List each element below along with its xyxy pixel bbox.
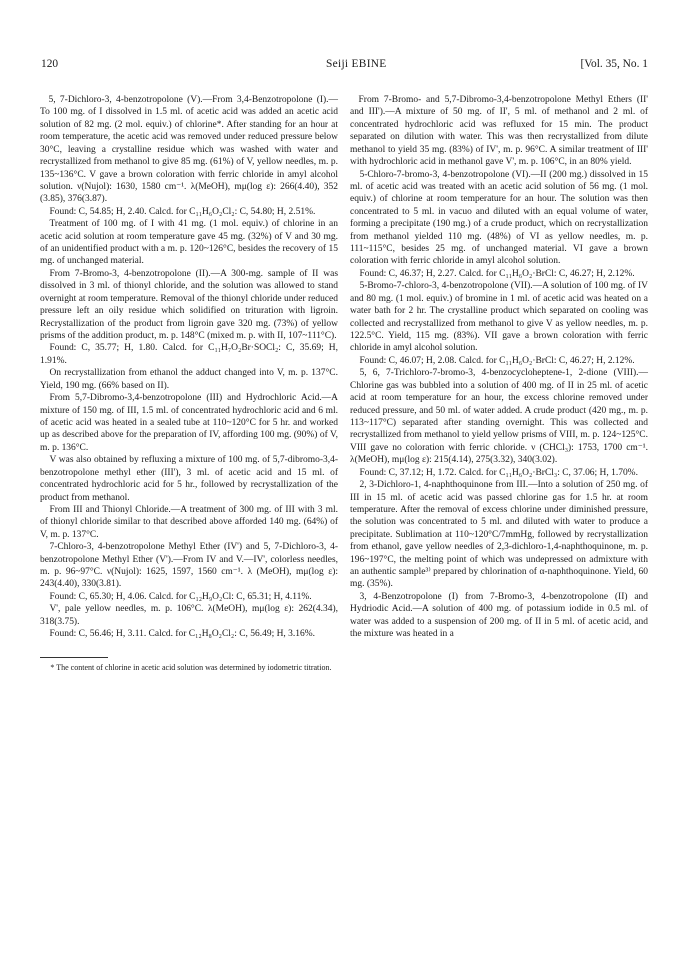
paragraph: V', pale yellow needles, m. p. 106°C. λ(MeOH), mμ(log ε): 262(4.34), 318(3.75).	[40, 604, 338, 627]
paragraph: From III and Thionyl Chloride.—A treatment of 300 mg. of III with 3 ml. of thionyl chloride similar to that described above afforded 140 mg. (64%) of V, m. p. 137°C.	[40, 504, 338, 540]
page-number: 120	[41, 58, 59, 70]
footnote: * The content of chlorine in acetic acid solution was determined by iodometric titration.	[50, 662, 332, 672]
paragraph: 5, 6, 7-Trichloro-7-bromo-3, 4-benzocycloheptene-1, 2-dione (VIII).—Chlorine gas was bubbled into a solution of 400 mg. of II in 25 ml. of acetic acid at room temperature for an hour, the excess chlorine removed under reduced pressure, and 50 ml. of water added. A crude product (420 mg., m. p. 113~117°C) separated after standing overnight. This was collected and recrystallized from methanol to yield yellow prisms of VIII, m. p. 124~125°C. VIII gave no coloration with ferric chloride. ν (CHCl₃): 1753, 1700 cm⁻¹. λ(MeOH), mμ(log ε): 215(4.14), 275(3.32), 340(3.02).	[350, 368, 648, 466]
footnote-divider	[40, 657, 108, 658]
paragraph: 3, 4-Benzotropolone (I) from 7-Bromo-3, 4-benzotropolone (II) and Hydriodic Acid.—A solution of 400 mg. of potassium iodide in 0.5 ml. of water was added to a suspension of 200 mg. of II in 5 ml. of acetic acid, and the mixture was heated in a	[350, 591, 648, 640]
paragraph: Found: C, 35.77; H, 1.80. Calcd. for C₁₁H₇O₂Br·SOCl₂: C, 35.69; H, 1.91%.	[40, 343, 338, 366]
right-column	[350, 94, 648, 673]
paragraph: Found: C, 46.07; H, 2.08. Calcd. for C₁₁H₆O₂·BrCl: C, 46.27; H, 2.12%.	[359, 355, 635, 366]
running-header	[40, 58, 648, 76]
volume-issue: [Vol. 35, No. 1	[580, 58, 648, 70]
running-author: Seiji EBINE	[326, 58, 387, 70]
paragraph: 2, 3-Dichloro-1, 4-naphthoquinone from III.—Into a solution of 250 mg. of III in 15 ml. of acetic acid was passed chlorine gas for 1.5 hr. at room temperature. After the removal of excess chlorine under diminished pressure, the solution was concentrated to 5 ml. and diluted with water to produce a precipitate. Sublimation at 110~120°C/7mmHg, followed by recrystallization from ethanol, gave yellow needles of 2,3-dichloro-1,4-naphthoquinone, m. p. 196~197°C, the melting point of which was undepressed on admixture with an authentic sample³⁾ prepared by chlorination of α-naphthoquinone. Yield, 60 mg. (35%).	[350, 480, 648, 590]
paragraph: On recrystallization from ethanol the adduct changed into V, m. p. 137°C. Yield, 190 mg. (66% based on II).	[40, 368, 338, 391]
paragraph: From 7-Bromo- and 5,7-Dibromo-3,4-benzotropolone Methyl Ethers (II' and III').—A mixture of 50 mg. of II', 5 ml. of methanol and 2 ml. of concentrated hydrochloric acid was refluxed for 15 min. The product separated on dilution with water. This was then recrystallized from dilute methanol to yield 35 mg. (83%) of IV', m. p. 96°C. A similar treatment of III' with hydrochloric acid in methanol gave V', m. p. 106°C, in an 80% yield.	[350, 95, 648, 168]
paragraph: V was also obtained by refluxing a mixture of 100 mg. of 5,7-dibromo-3,4-benzotropolone methyl ether (III'), 3 ml. of acetic acid and 15 ml. of concentrated hydrochloric acid for 5 hr., followed by recrystallization of the product from methanol.	[40, 455, 338, 503]
paragraph: From 5,7-Dibromo-3,4-benzotropolone (III) and Hydrochloric Acid.—A mixture of 150 mg. of III, 1.5 ml. of concentrated hydrochloric acid and 6 ml. of acetic acid was heated in a sealed tube at 110~120°C for 5 hr. and worked up as described above for the preparation of IV, affording 100 mg. (90%) of V, m. p. 136°C.	[40, 393, 338, 453]
paragraph: Found: C, 46.37; H, 2.27. Calcd. for C₁₁H₆O₂·BrCl: C, 46.27; H, 2.12%.	[359, 268, 635, 279]
paragraph: Found: C, 65.30; H, 4.06. Calcd. for C₁₂H₉O₂Cl: C, 65.31; H, 4.11%.	[49, 591, 312, 602]
paragraph: 5-Chloro-7-bromo-3, 4-benzotropolone (VI).—II (200 mg.) dissolved in 15 ml. of acetic acid was treated with an acetic acid solution of 56 mg. (1 mol. equiv.) of chlorine at room temperature for an hour. The solution was then concentrated to 5 ml. in vacuo and diluted with an equal volume of water, forming a precipitate (190 mg.) of a crude product, which on recrystallization from methanol yielded 110 mg. (48%) of VI as yellow needles, m. p. 111~115°C, besides 25 mg. of unchanged material. VI gave a brown coloration with ferric chloride in amyl alcohol solution.	[350, 169, 648, 267]
left-column	[40, 94, 338, 673]
paragraph: 5-Bromo-7-chloro-3, 4-benzotropolone (VII).—A solution of 100 mg. of IV and 80 mg. (1 mol. equiv.) of bromine in 1 ml. of acetic acid was heated on a water bath for 2 hr. The crystalline product which separated on cooling was collected and recrystallized from methanol to give V as yellow needles, m. p. 122.5°C. Yield, 115 mg. (83%). VII gave a brown coloration with ferric chloride in amyl alcohol solution.	[350, 281, 648, 354]
paragraph: 5, 7-Dichloro-3, 4-benzotropolone (V).—From 3,4-Benzotropolone (I).—To 100 mg. of I dissolved in 1.5 ml. of acetic acid was added an acetic acid solution of 82 mg. (2 mol. equiv.) of chlorine*. After standing for an hour at room temperature, the acetic acid was removed under reduced pressure below 30°C, leaving a crystalline residue which was washed with water and recrystallized from methanol to give 85 mg. (61%) of V, yellow needles, m. p. 135~136°C. V gave a brown coloration with ferric chloride in amyl alcohol solution. ν(Nujol): 1630, 1580 cm⁻¹. λ(MeOH), mμ(log ε): 266(4.40), 352 (3.85), 376(3.87).	[40, 95, 338, 205]
paragraph: 7-Chloro-3, 4-benzotropolone Methyl Ether (IV') and 5, 7-Dichloro-3, 4-benzotropolone Methyl Ether (V').—From IV and V.—IV', colorless needles, m. p. 96~97°C. ν(Nujol): 1625, 1597, 1560 cm⁻¹. λ (MeOH), mμ(log ε): 243(4.40), 330(3.81).	[40, 542, 338, 590]
paragraph: Found: C, 54.85; H, 2.40. Calcd. for C₁₁H₆O₂Cl₂: C, 54.80; H, 2.51%.	[49, 206, 316, 217]
paragraph: Found: C, 56.46; H, 3.11. Calcd. for C₁₂H₈O₂Cl₂: C, 56.49; H, 3.16%.	[49, 629, 315, 640]
two-column-body	[40, 94, 648, 673]
paragraph: Found: C, 37.12; H, 1.72. Calcd. for C₁₁H₆O₂·BrCl₃: C, 37.06; H, 1.70%.	[359, 467, 638, 478]
paragraph: Treatment of 100 mg. of I with 41 mg. (1 mol. equiv.) of chlorine in an acetic acid solution at room temperature gave 45 mg. (32%) of V and 30 mg. of an unidentified product with a m. p. 120~126°C, besides the recovery of 15 mg. of unchanged material.	[40, 219, 338, 267]
paragraph: From 7-Bromo-3, 4-benzotropolone (II).—A 300-mg. sample of II was dissolved in 3 ml. of thionyl chloride, and the solution was allowed to stand overnight at room temperature. Removal of the thionyl chloride under reduced pressure left an oily residue which solidified on trituration with ligroin. Recrystallization of the product from ligroin gave 320 mg. (73%) of yellow prisms of the addition product, m. p. 148°C (mixed m. p. with II, 107~111°C).	[40, 268, 338, 342]
